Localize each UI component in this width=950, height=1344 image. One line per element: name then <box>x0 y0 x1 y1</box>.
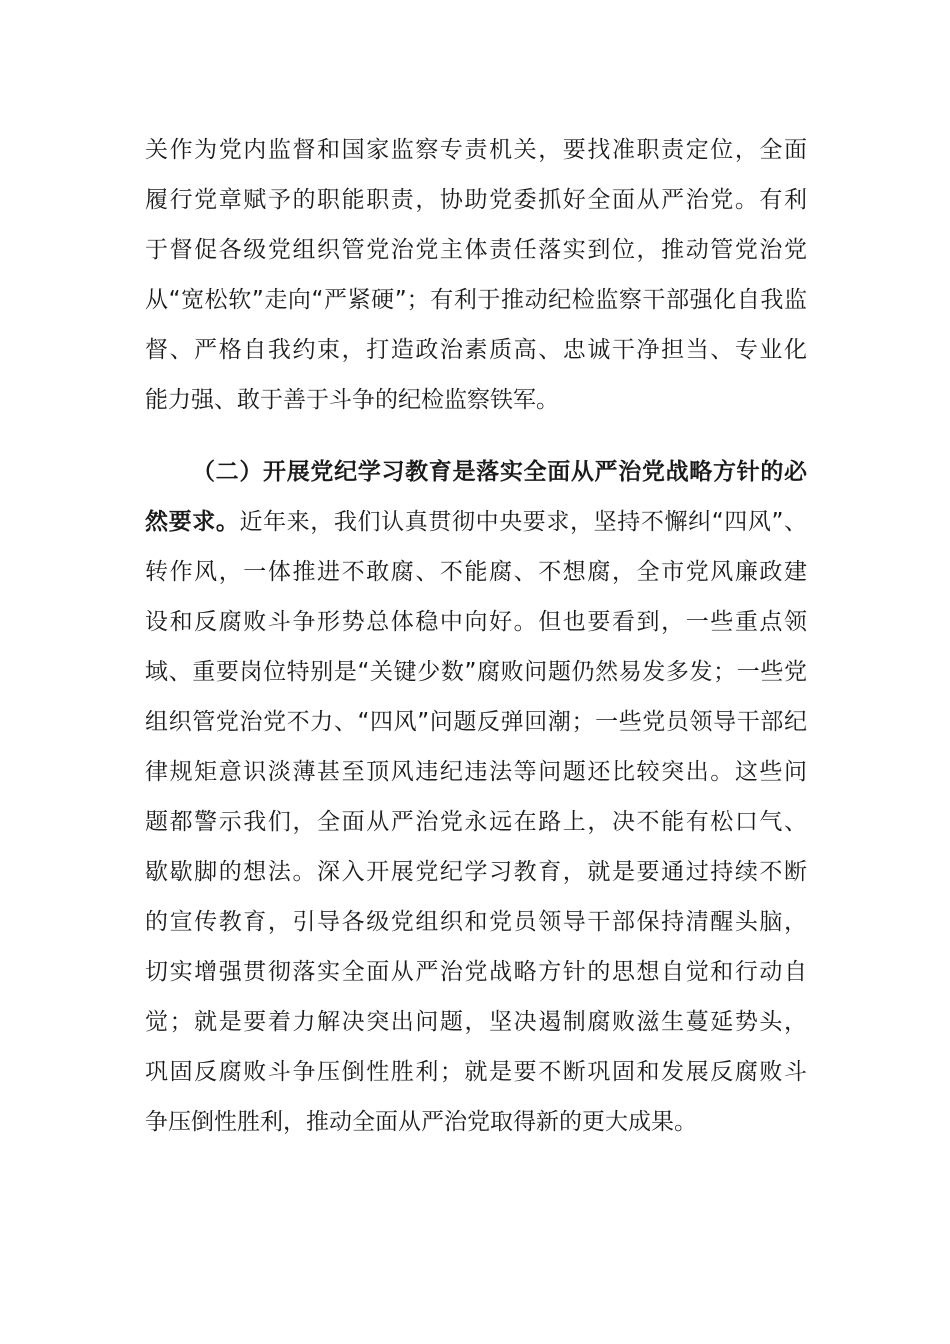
paragraph2-line: 巩固反腐败斗争压倒性胜利；就是要不断巩固和发展反腐败斗 <box>145 1059 807 1085</box>
paragraph1-line: 能力强、敢于善于斗争的纪检监察铁军。 <box>145 387 559 413</box>
paragraph1-line: 履行党章赋予的职能职责，协助党委抓好全面从严治党。有利 <box>145 187 807 213</box>
paragraph1-line: 从“宽松软”走向“严紧硬”；有利于推动纪检监察干部强化自我监 <box>145 287 807 313</box>
paragraph1-line: 督、严格自我约束，打造政治素质高、忠诚干净担当、专业化 <box>145 337 807 363</box>
paragraph2-line: 设和反腐败斗争形势总体稳中向好。但也要看到，一些重点领 <box>145 609 807 635</box>
paragraph2-line: 争压倒性胜利，推动全面从严治党取得新的更大成果。 <box>145 1109 697 1135</box>
paragraph2-line: 转作风，一体推进不敢腐、不能腐、不想腐，全市党风廉政建 <box>145 559 807 585</box>
section-heading-end: 然要求。 <box>145 509 240 535</box>
paragraph2-line: 律规矩意识淡薄甚至顶风违纪违法等问题还比较突出。这些问 <box>145 759 807 785</box>
paragraph2-line: 的宣传教育，引导各级党组织和党员领导干部保持清醒头脑， <box>145 909 807 935</box>
paragraph2-line <box>145 502 807 542</box>
paragraph1-line: 于督促各级党组织管党治党主体责任落实到位，推动管党治党 <box>145 237 807 263</box>
paragraph2-line-rest: 近年来，我们认真贯彻中央要求，坚持不懈纠“四风”、 <box>239 509 807 535</box>
paragraph2-line: 域、重要岗位特别是“关键少数”腐败问题仍然易发多发；一些党 <box>145 659 807 685</box>
paragraph2-line: 歇歇脚的想法。深入开展党纪学习教育，就是要通过持续不断 <box>145 859 807 885</box>
paragraph1-line: 关作为党内监督和国家监察专责机关，要找准职责定位，全面 <box>145 137 807 163</box>
paragraph2-line: 切实增强贯彻落实全面从严治党战略方针的思想自觉和行动自 <box>145 959 807 985</box>
paragraph2-line: 组织管党治党不力、“四风”问题反弹回潮；一些党员领导干部纪 <box>145 709 807 735</box>
section-heading: （二）开展党纪学习教育是落实全面从严治党战略方针的必 <box>192 459 807 485</box>
paragraph2-line: 题都警示我们，全面从严治党永远在路上，决不能有松口气、 <box>145 809 807 835</box>
paragraph2-line: 觉；就是要着力解决突出问题，坚决遏制腐败滋生蔓延势头， <box>145 1009 807 1035</box>
